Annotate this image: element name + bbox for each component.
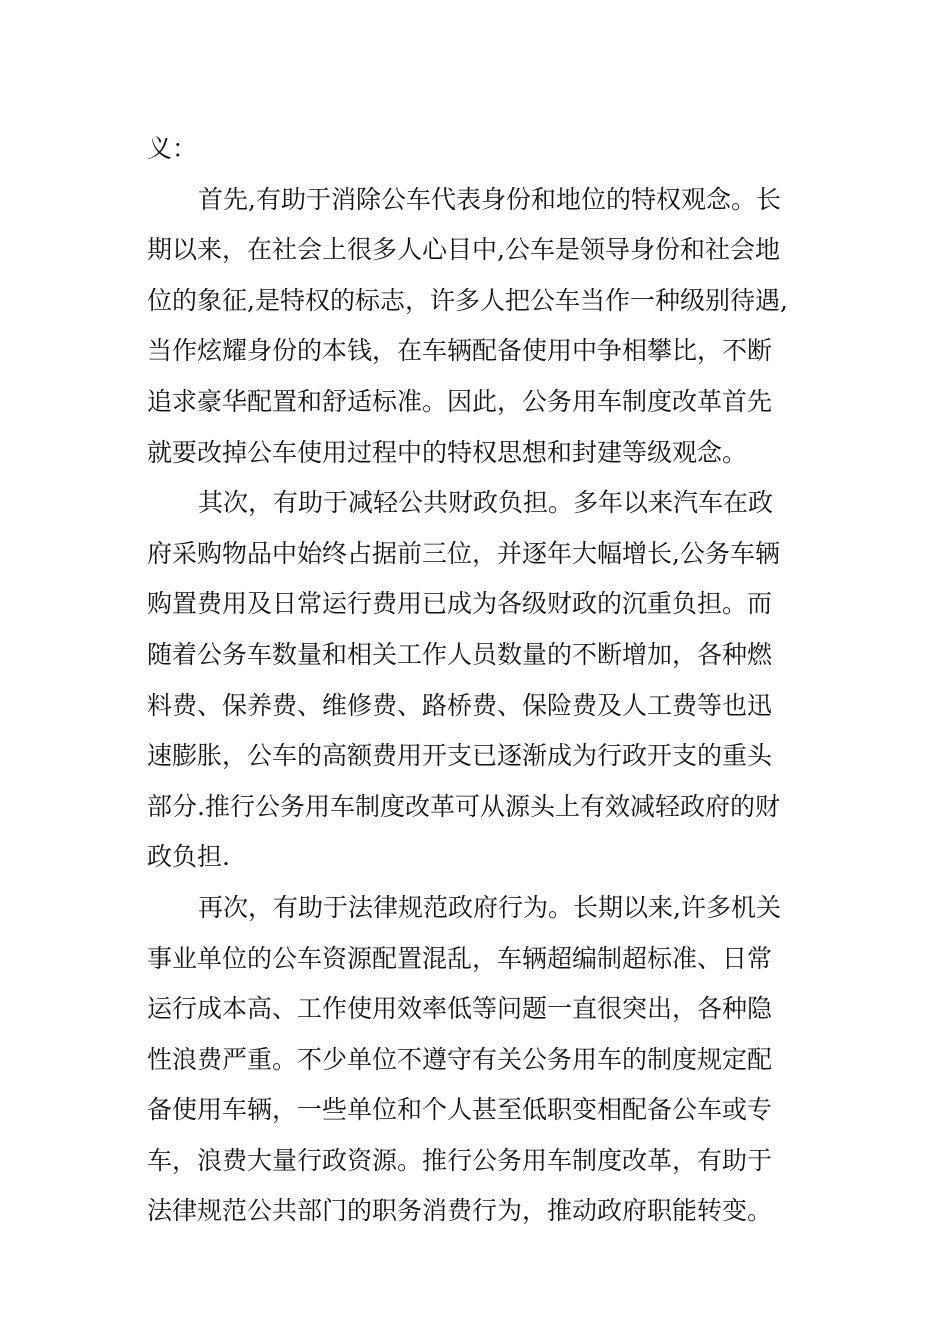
text-line: 位的象征,是特权的标志，许多人把公车当作一种级别待遇, <box>147 285 788 315</box>
text-line: 政负担. <box>147 842 230 872</box>
text-line: 车，浪费大量行政资源。推行公务用车制度改革，有助于 <box>147 1145 773 1175</box>
text-line: 期以来，在社会上很多人心目中,公车是领导身份和社会地 <box>147 235 780 265</box>
text-line: 当作炫耀身份的本钱，在车辆配备使用中争相攀比，不断 <box>147 336 773 366</box>
text-line: 义： <box>147 134 198 163</box>
text-line: 料费、保养费、维修费、路桥费、保险费及人工费等也迅 <box>147 690 773 720</box>
text-line: 部分.推行公务用车制度改革可从源头上有效减轻政府的财 <box>147 791 780 821</box>
text-line: 运行成本高、工作使用效率低等问题一直很突出，各种隐 <box>147 994 773 1024</box>
text-line: 随着公务车数量和相关工作人员数量的不断增加，各种燃 <box>147 639 773 669</box>
text-line: 性浪费严重。不少单位不遵守有关公务用车的制度规定配 <box>147 1044 773 1074</box>
text-line: 法律规范公共部门的职务消费行为，推动政府职能转变。 <box>147 1196 773 1226</box>
paragraph-first-line: 再次，有助于法律规范政府行为。长期以来,许多机关 <box>198 892 781 922</box>
paragraph-first-line: 首先,有助于消除公车代表身份和地位的特权观念。长 <box>198 184 781 214</box>
text-line: 购置费用及日常运行费用已成为各级财政的沉重负担。而 <box>147 589 773 619</box>
text-line: 速膨胀，公车的高额费用开支已逐渐成为行政开支的重头 <box>147 741 773 771</box>
text-line: 追求豪华配置和舒适标准。因此，公务用车制度改革首先 <box>147 386 773 416</box>
text-line: 就要改掉公车使用过程中的特权思想和封建等级观念。 <box>147 437 748 467</box>
text-line: 备使用车辆，一些单位和个人甚至低职变相配备公车或专 <box>147 1095 773 1125</box>
paragraph-first-line: 其次，有助于减轻公共财政负担。多年以来汽车在政 <box>198 488 774 518</box>
body-text <box>147 124 797 1237</box>
text-line: 府采购物品中始终占据前三位，并逐年大幅增长,公务车辆 <box>147 538 780 568</box>
text-line: 事业单位的公车资源配置混乱，车辆超编制超标准、日常 <box>147 943 773 973</box>
